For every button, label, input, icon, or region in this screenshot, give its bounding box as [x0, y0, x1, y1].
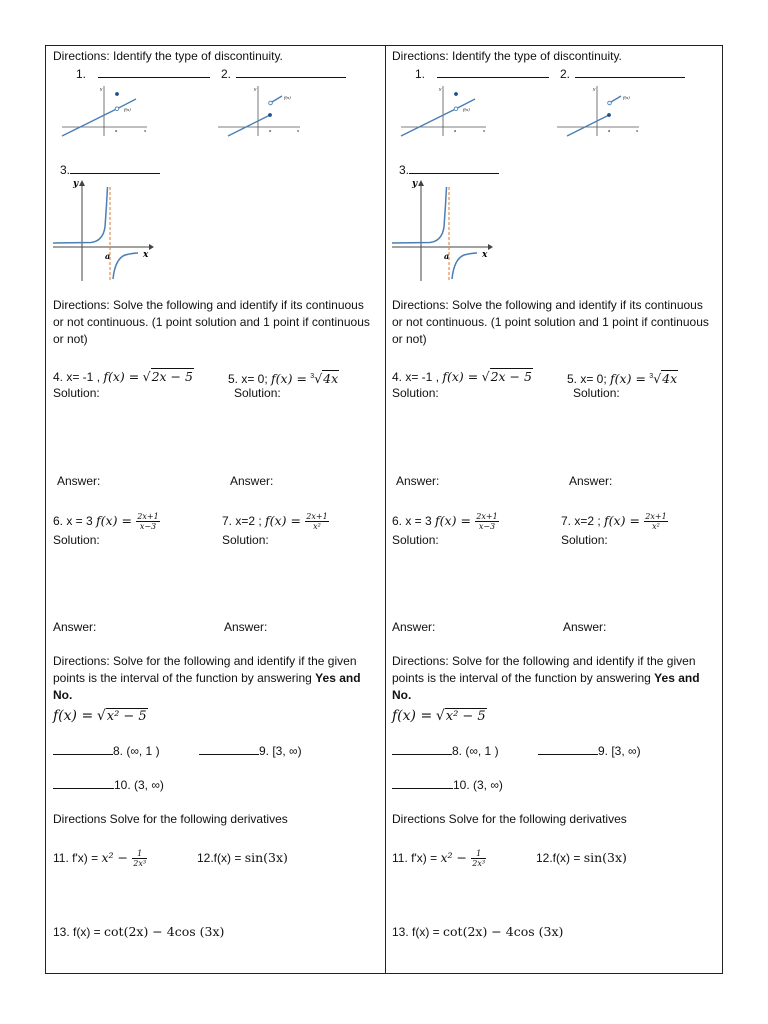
question-2: [221, 65, 346, 83]
interval-function: [53, 707, 148, 725]
graph3-y-label: y: [73, 179, 79, 189]
question-5-root-index: 3: [310, 373, 315, 380]
question-6-answer-label: Answer:: [392, 620, 436, 634]
open-endpoint: [608, 101, 612, 105]
graph2-func-label: f(x): [623, 95, 630, 100]
graph1-y-label: y: [100, 86, 103, 91]
question-8-interval: 8. (∞, 1 ): [113, 744, 160, 758]
curve-right-branch: [452, 253, 477, 279]
cbrt-symbol: √: [314, 371, 323, 386]
question-11: [53, 849, 148, 868]
yes-no-emphasis: Yes and No.: [53, 671, 361, 702]
graph3-a-label: a: [444, 251, 450, 261]
sqrt-symbol: √: [96, 708, 106, 724]
question-3-label: 3.: [60, 163, 71, 177]
graph1-func-label: f(x): [124, 107, 131, 112]
question-7: [561, 512, 669, 531]
question-2-label: 2.: [221, 67, 232, 81]
question-4-radicand: 2x − 5: [490, 369, 532, 384]
answer-blank-2[interactable]: [236, 65, 346, 78]
question-4-prefix: 4. x= -1 ,: [392, 370, 440, 384]
question-7-numerator: 2x+1: [306, 512, 328, 522]
question-13-expression: cot(2x) − 4cos (3x): [443, 924, 564, 939]
directions-derivatives: Directions Solve for the following derivatives: [53, 812, 288, 826]
question-10: [53, 776, 164, 794]
open-point: [454, 107, 458, 111]
question-7-function: f(x) =: [265, 513, 301, 528]
question-11-fraction: [471, 849, 486, 868]
question-9-interval: 9. [3, ∞): [598, 744, 641, 758]
graph1-func-label: f(x): [463, 107, 470, 112]
function-line-lower: [567, 115, 609, 136]
question-13: [53, 923, 224, 941]
question-4: [53, 368, 194, 386]
question-8: [53, 742, 160, 760]
answer-blank-10[interactable]: [392, 776, 453, 789]
question-6-prefix: 6. x = 3: [53, 514, 93, 528]
question-1: [76, 65, 210, 83]
answer-blank-8[interactable]: [392, 742, 452, 755]
question-10-interval: 10. (3, ∞): [114, 778, 164, 792]
graph-infinite-discontinuity: [392, 177, 494, 283]
function-line-upper: [611, 96, 621, 102]
question-11-numerator: 1: [471, 849, 486, 859]
question-4-function: f(x) =: [442, 369, 479, 384]
function-line-upper: [272, 96, 282, 102]
graph3-x-label: x: [143, 250, 149, 260]
directions-continuity: Directions: Solve the following and identify if its continuous or not continuous. (1 point solution and 1 point if continuous or not): [53, 298, 370, 346]
graph1-y-label: y: [439, 86, 442, 91]
graph2-y-label: y: [254, 86, 257, 91]
question-12: [197, 849, 288, 867]
question-4-answer-label: Answer:: [57, 474, 101, 488]
answer-blank-8[interactable]: [53, 742, 113, 755]
yes-no-emphasis: Yes and No.: [392, 671, 700, 702]
question-8-interval: 8. (∞, 1 ): [452, 744, 499, 758]
curve-right-branch: [113, 253, 138, 279]
question-5-prefix: 5. x= 0;: [228, 372, 268, 386]
graph2-x-label: x: [297, 128, 300, 133]
directions-derivatives: Directions Solve for the following derivatives: [392, 812, 627, 826]
sqrt-symbol: √: [142, 369, 151, 384]
question-11-denominator: 2x³: [472, 859, 486, 869]
question-8: [392, 742, 499, 760]
question-12: [536, 849, 627, 867]
graph2-func-label: f(x): [284, 95, 291, 100]
question-9: [199, 742, 302, 760]
question-4-solution-label: Solution:: [53, 386, 100, 400]
question-5-answer-label: Answer:: [230, 474, 274, 488]
question-7-fraction: [644, 512, 667, 531]
question-12-prefix: 12.f(x) =: [536, 851, 581, 865]
question-7-solution-label: Solution:: [561, 533, 608, 547]
answer-blank-9[interactable]: [538, 742, 598, 755]
question-5-radicand: 4x: [323, 371, 339, 386]
question-11-denominator: 2x³: [133, 859, 147, 869]
worksheet: [45, 45, 723, 974]
question-11-prefix: 11. f'x) =: [53, 851, 99, 865]
directions-interval: [392, 653, 714, 704]
interval-function-lhs: f(x) =: [53, 708, 94, 724]
closed-point: [115, 92, 119, 96]
x-axis-arrow-icon: [149, 244, 154, 250]
directions-discontinuity: Directions: Identify the type of discontinuity.: [392, 49, 622, 63]
graph1-x-label: x: [483, 128, 486, 133]
question-2-label: 2.: [560, 67, 571, 81]
graph2-y-label: y: [593, 86, 596, 91]
question-9: [538, 742, 641, 760]
graph1-x-label: x: [144, 128, 147, 133]
interval-function-lhs: f(x) =: [392, 708, 433, 724]
function-line-left: [62, 110, 116, 137]
graph-removable-discontinuity: [60, 84, 150, 139]
directions-continuity: Directions: Solve the following and identify if its continuous or not continuous. (1 point solution and 1 point if continuous or not): [392, 298, 709, 346]
x-axis-arrow-icon: [488, 244, 493, 250]
question-5-function: f(x) =: [610, 371, 646, 386]
question-13-expression: cot(2x) − 4cos (3x): [104, 924, 225, 939]
question-1: [415, 65, 549, 83]
question-4-radicand: 2x − 5: [151, 369, 193, 384]
question-10: [392, 776, 503, 794]
question-5-prefix: 5. x= 0;: [567, 372, 607, 386]
question-5-solution-label: Solution:: [234, 386, 281, 400]
question-5-root-index: 3: [649, 373, 654, 380]
question-12-expression: sin(3x): [583, 850, 627, 865]
question-5-radicand: 4x: [662, 371, 678, 386]
answer-blank-3[interactable]: [70, 161, 160, 174]
question-7-solution-label: Solution:: [222, 533, 269, 547]
directions-discontinuity: Directions: Identify the type of discontinuity.: [53, 49, 283, 63]
question-5-solution-label: Solution:: [573, 386, 620, 400]
question-7-prefix: 7. x=2 ;: [561, 514, 601, 528]
y-axis-arrow-icon: [418, 180, 424, 186]
open-endpoint: [269, 101, 273, 105]
closed-endpoint: [268, 113, 272, 117]
graph-infinite-discontinuity: [53, 177, 155, 283]
graph2-x-label: x: [636, 128, 639, 133]
answer-blank-10[interactable]: [53, 776, 114, 789]
question-7-answer-label: Answer:: [224, 620, 268, 634]
question-4: [392, 368, 533, 386]
directions-interval-text: Directions: Solve for the following and identify if the given points is the interval of the function by answering: [53, 654, 357, 685]
question-9-interval: 9. [3, ∞): [259, 744, 302, 758]
question-13-prefix: 13. f(x) =: [53, 925, 101, 939]
graph-jump-discontinuity: [216, 84, 306, 139]
graph3-a-label: a: [105, 251, 111, 261]
open-point: [115, 107, 119, 111]
graph1-a-label: a: [115, 128, 118, 133]
question-6-denominator: x−3: [478, 522, 496, 532]
directions-interval-text: Directions: Solve for the following and identify if the given points is the interval of the function by answering: [392, 654, 696, 685]
question-11-fraction: [132, 849, 147, 868]
cbrt-symbol: √: [653, 371, 662, 386]
sqrt-symbol: √: [481, 369, 490, 384]
interval-function-radicand: x² − 5: [106, 709, 147, 724]
question-7-denominator: x²: [652, 522, 660, 532]
question-11-numerator: 1: [132, 849, 147, 859]
question-10-interval: 10. (3, ∞): [453, 778, 503, 792]
question-11-expression: x² −: [440, 850, 467, 865]
question-12-prefix: 12.f(x) =: [197, 851, 242, 865]
closed-endpoint: [607, 113, 611, 117]
question-6: [53, 512, 161, 531]
question-6-numerator: 2x+1: [137, 512, 159, 522]
question-5-function: f(x) =: [271, 371, 307, 386]
question-6-solution-label: Solution:: [53, 533, 100, 547]
question-6-fraction: [136, 512, 159, 531]
function-line-lower: [228, 115, 270, 136]
question-11-expression: x² −: [101, 850, 128, 865]
question-7-prefix: 7. x=2 ;: [222, 514, 262, 528]
interval-function: [392, 707, 487, 725]
closed-point: [454, 92, 458, 96]
interval-function-radicand: x² − 5: [445, 709, 486, 724]
question-6-function: f(x) =: [435, 513, 471, 528]
curve-left-branch: [53, 187, 108, 243]
curve-left-branch: [392, 187, 447, 243]
graph2-a-label: a: [608, 128, 611, 133]
graph3-y-label: y: [412, 179, 418, 189]
question-2: [560, 65, 685, 83]
question-4-function: f(x) =: [103, 369, 140, 384]
worksheet-column-left: [46, 46, 385, 973]
graph-jump-discontinuity: [555, 84, 645, 139]
question-7-answer-label: Answer:: [563, 620, 607, 634]
question-1-label: 1.: [415, 67, 426, 81]
question-6-answer-label: Answer:: [53, 620, 97, 634]
graph-removable-discontinuity: [399, 84, 489, 139]
question-13-prefix: 13. f(x) =: [392, 925, 440, 939]
question-7-fraction: [305, 512, 328, 531]
answer-blank-3[interactable]: [409, 161, 499, 174]
question-3-label: 3.: [399, 163, 410, 177]
answer-blank-2[interactable]: [575, 65, 685, 78]
question-5-answer-label: Answer:: [569, 474, 613, 488]
answer-blank-1[interactable]: [98, 65, 210, 78]
answer-blank-9[interactable]: [199, 742, 259, 755]
question-4-answer-label: Answer:: [396, 474, 440, 488]
question-13: [392, 923, 563, 941]
question-6-prefix: 6. x = 3: [392, 514, 432, 528]
answer-blank-1[interactable]: [437, 65, 549, 78]
y-axis-arrow-icon: [79, 180, 85, 186]
directions-interval: [53, 653, 375, 704]
worksheet-column-right: [385, 46, 724, 973]
question-6-function: f(x) =: [96, 513, 132, 528]
graph1-a-label: a: [454, 128, 457, 133]
question-7: [222, 512, 330, 531]
function-line-left: [401, 110, 455, 137]
question-12-expression: sin(3x): [244, 850, 288, 865]
graph2-a-label: a: [269, 128, 272, 133]
question-6-fraction: [475, 512, 498, 531]
question-1-label: 1.: [76, 67, 87, 81]
question-6-solution-label: Solution:: [392, 533, 439, 547]
question-7-denominator: x²: [313, 522, 321, 532]
question-11: [392, 849, 487, 868]
question-6-numerator: 2x+1: [476, 512, 498, 522]
question-6: [392, 512, 500, 531]
question-4-solution-label: Solution:: [392, 386, 439, 400]
question-4-prefix: 4. x= -1 ,: [53, 370, 101, 384]
question-6-denominator: x−3: [139, 522, 157, 532]
question-11-prefix: 11. f'x) =: [392, 851, 438, 865]
sqrt-symbol: √: [435, 708, 445, 724]
question-7-numerator: 2x+1: [645, 512, 667, 522]
question-7-function: f(x) =: [604, 513, 640, 528]
graph3-x-label: x: [482, 250, 488, 260]
